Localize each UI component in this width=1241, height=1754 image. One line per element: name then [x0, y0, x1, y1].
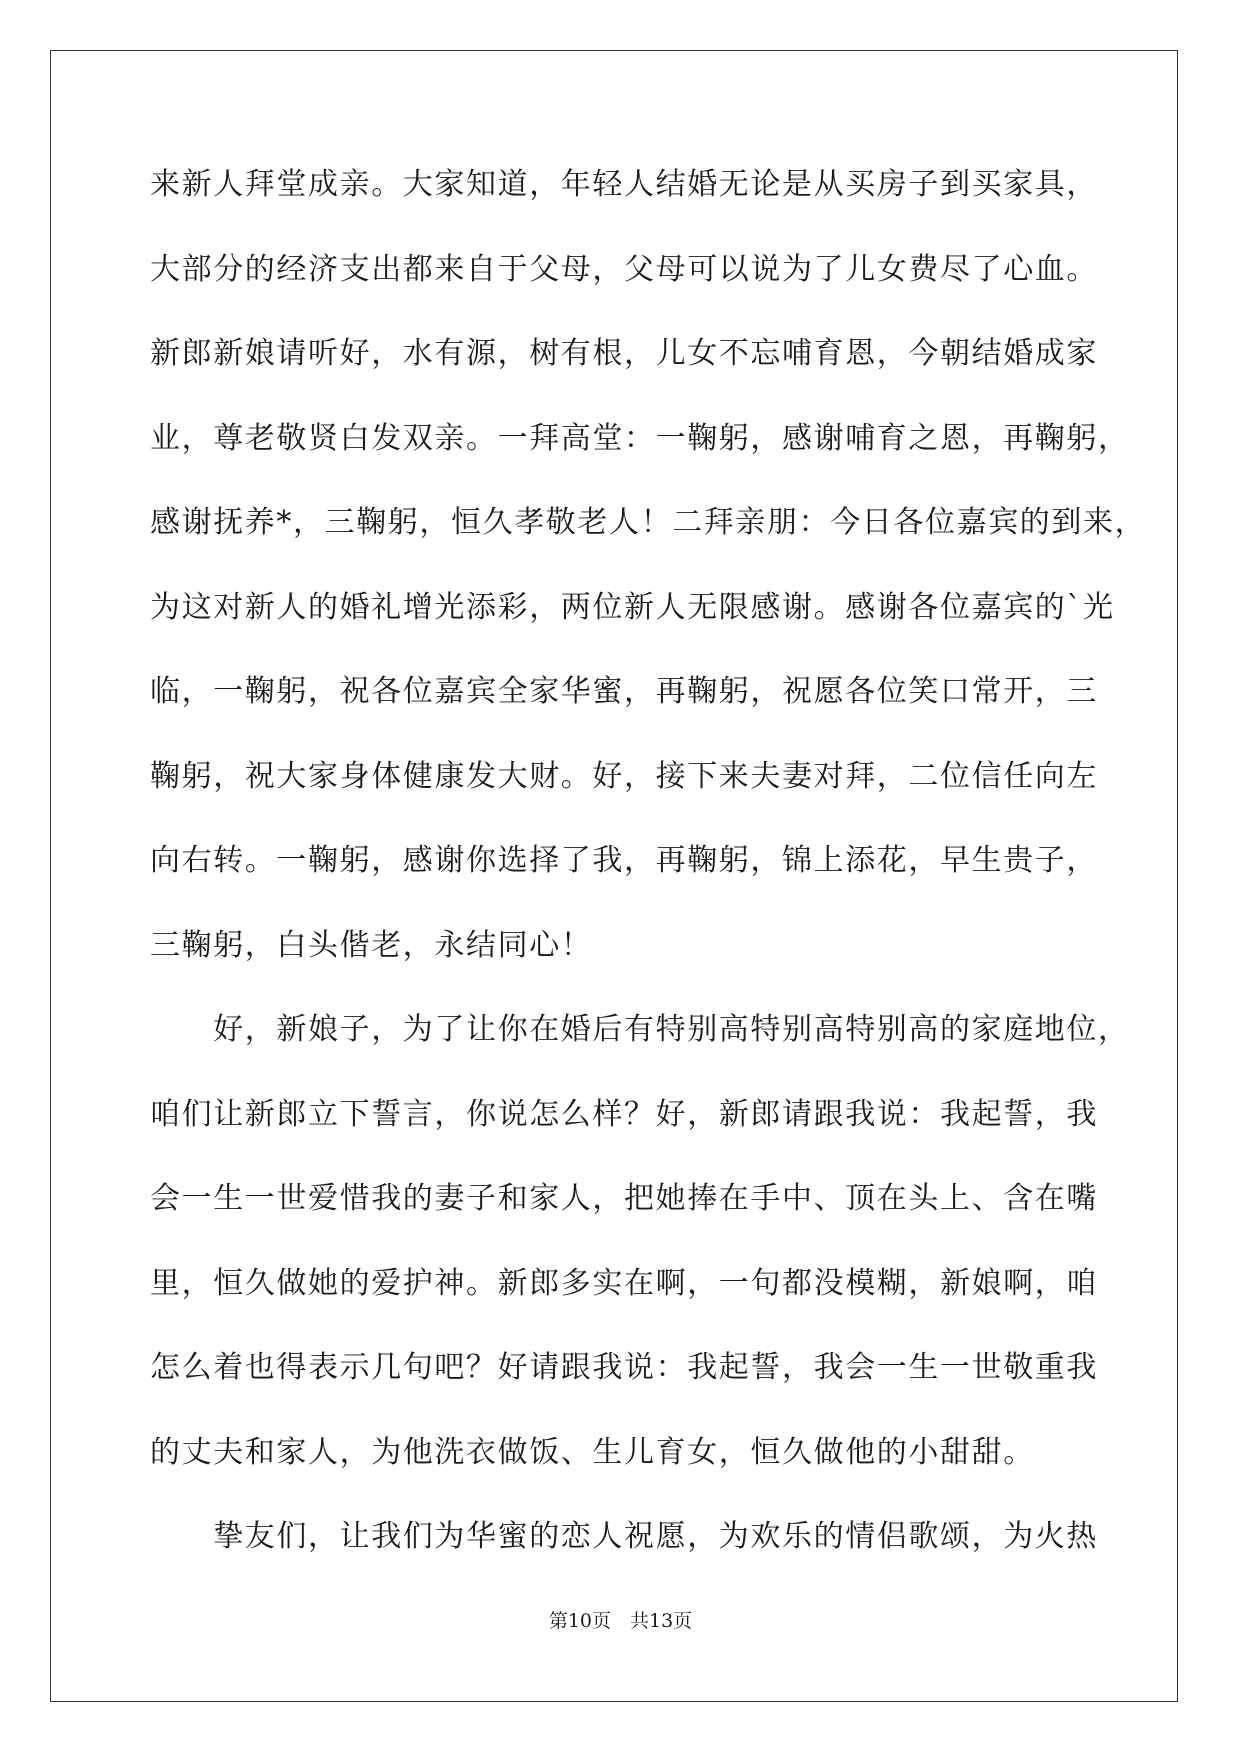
text-line: 业，尊老敬贤白发双亲。一拜高堂：一鞠躬，感谢哺育之恩，再鞠躬， [150, 420, 1130, 456]
text-line: 大部分的经济支出都来自于父母，父母可以说为了儿女费尽了心血。 [150, 251, 1098, 287]
page-footer [0, 1606, 1241, 1633]
text-line: 新郎新娘请听好，水有源，树有根，儿女不忘哺育恩，今朝结婚成家 [150, 336, 1098, 371]
text-line: 三鞠躬，白头偕老，永结同心！ [150, 927, 593, 963]
text-line: 临，一鞠躬，祝各位嘉宾全家华蜜，再鞠躬，祝愿各位笑口常开，三 [150, 674, 1098, 709]
text-line: 会一生一世爱惜我的妻子和家人，把她捧在手中、顶在头上、含在嘴 [150, 1181, 1098, 1216]
text-line: 里，恒久做她的爱护神。新郎多实在啊，一句都没模糊，新娘啊，咱 [150, 1265, 1098, 1301]
text-line: 怎么着也得表示几句吧？好请跟我说：我起誓，我会一生一世敬重我 [150, 1350, 1098, 1385]
text-line: 的丈夫和家人，为他洗衣做饭、生儿育女，恒久做他的小甜甜。 [150, 1434, 1035, 1470]
text-line: 来新人拜堂成亲。大家知道，年轻人结婚无论是从买房子到买家具， [150, 167, 1098, 202]
text-line: 鞠躬，祝大家身体健康发大财。好，接下来夫妻对拜，二位信任向左 [150, 758, 1098, 794]
text-line: 好，新娘子，为了让你在婚后有特别高特别高特别高的家庭地位， [150, 1012, 1130, 1047]
text-line: 向右转。一鞠躬，感谢你选择了我，再鞠躬，锦上添花，早生贵子， [150, 843, 1098, 878]
text-line: 挚友们，让我们为华蜜的恋人祝愿，为欢乐的情侣歌颂，为火热 [150, 1519, 1098, 1554]
document-body [150, 165, 1147, 1602]
page-number: 第10页 共13页 [548, 1610, 693, 1632]
text-line: 咱们让新郎立下誓言，你说怎么样？好，新郎请跟我说：我起誓，我 [150, 1096, 1098, 1132]
text-line: 感谢抚养*，三鞠躬，恒久孝敬老人！二拜亲朋：今日各位嘉宾的到来， [150, 505, 1147, 540]
text-line: 为这对新人的婚礼增光添彩，两位新人无限感谢。感谢各位嘉宾的`光 [150, 589, 1115, 625]
